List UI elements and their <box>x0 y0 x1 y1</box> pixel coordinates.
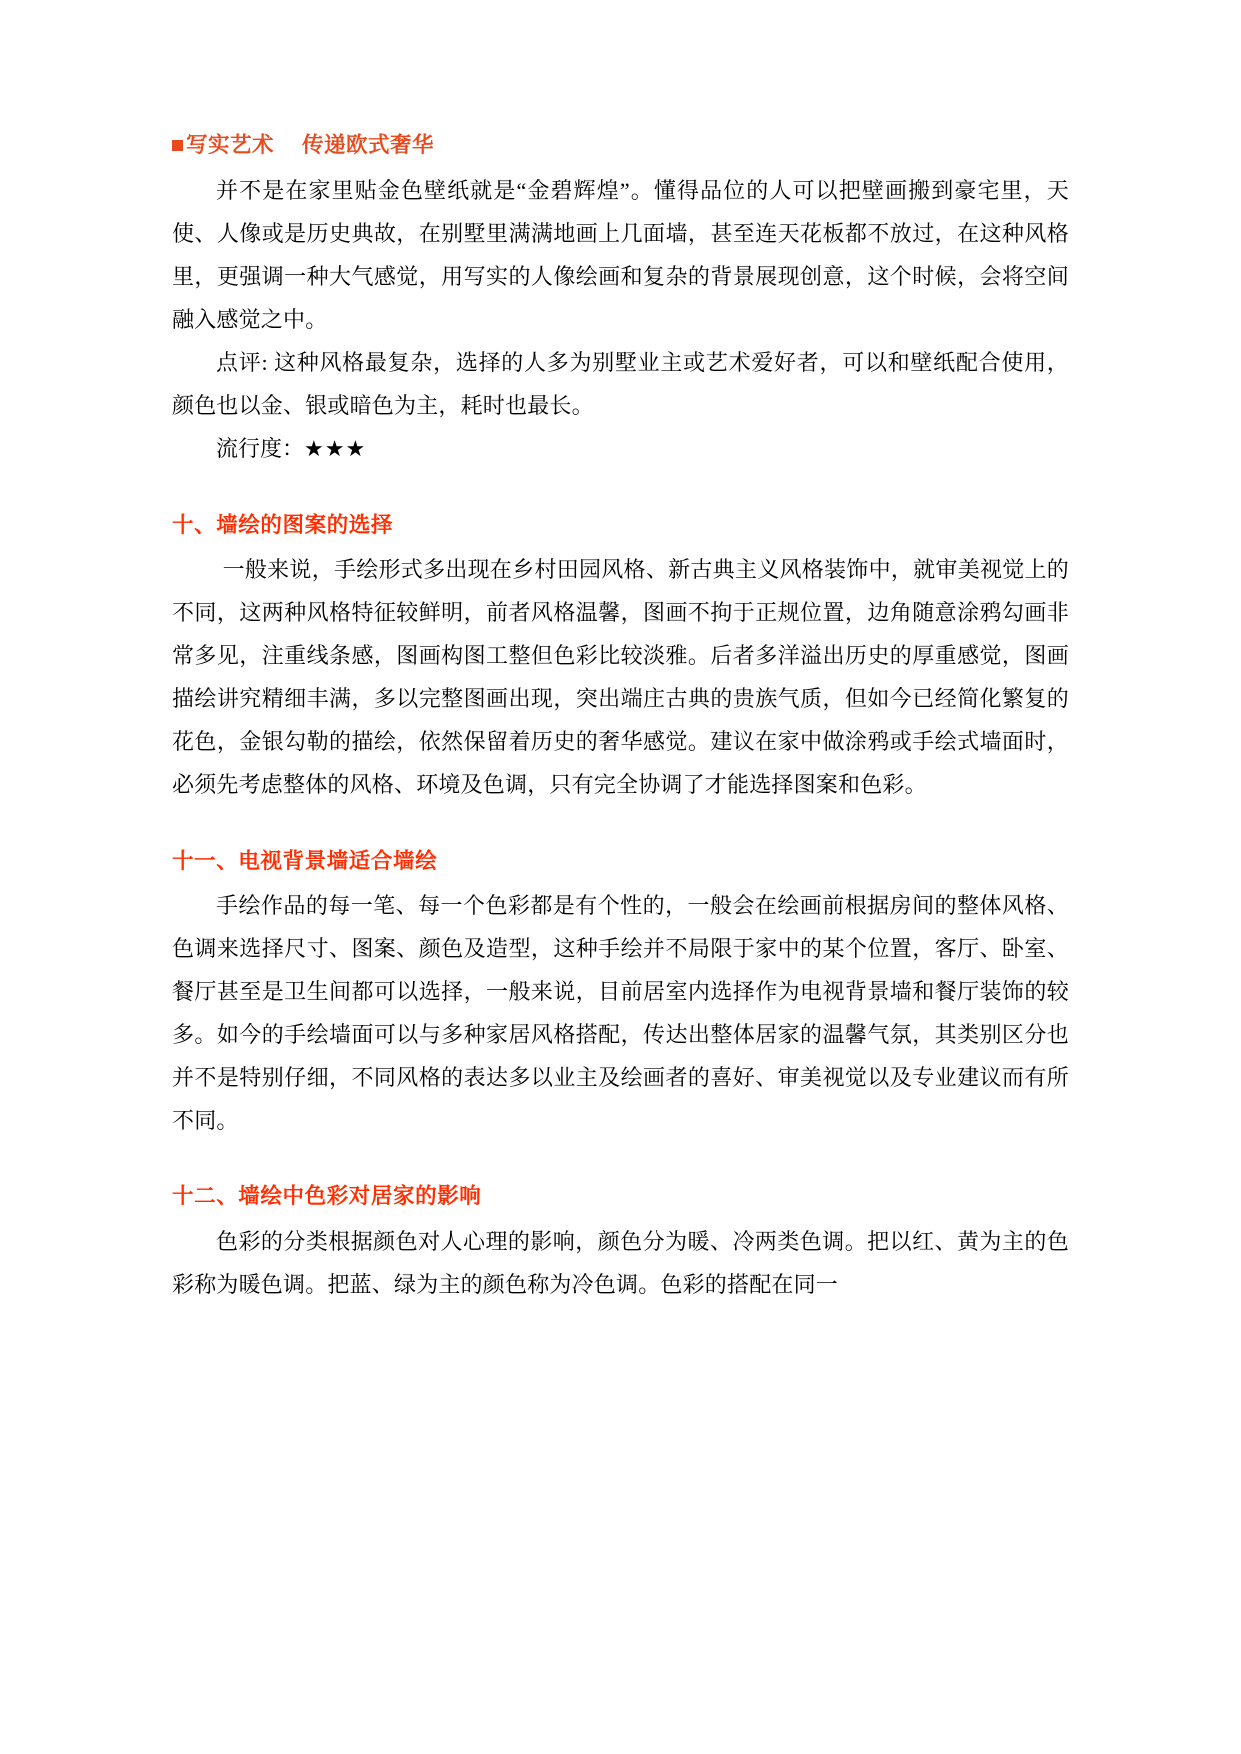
section-heading-12: 十二、墙绘中色彩对居家的影响 <box>172 1184 482 1209</box>
sub-heading-part1: 写实艺术 <box>186 133 275 157</box>
section-heading-10: 十、墙绘的图案的选择 <box>172 512 394 537</box>
section-heading-11: 十一、电视背景墙适合墙绘 <box>172 848 438 873</box>
popularity-stars: ★★★ <box>304 435 367 461</box>
section-paragraph-11: 手绘作品的每一笔、每一个色彩都是有个性的，一般会在绘画前根据房间的整体风格、色调来选择尺寸、图案、颜色及造型，这种手绘并不局限于家中的某个位置，客厅、卧室、餐厅甚至是卫生间都可以选择，一般来说，目前居室内选择作为电视背景墙和餐厅装饰的较多。如今的手绘墙面可以与多种家居风格搭配，传达出整体居家的温馨气氛，其类别区分也并不是特别仔细，不同风格的表达多以业主及绘画者的喜好、审美视觉以及专业建议而有所不同。 <box>172 893 1069 1133</box>
popularity-line <box>172 428 1069 471</box>
sub-heading-part2: 传递欧式奢华 <box>302 133 435 157</box>
popularity-label: 流行度： <box>216 435 305 461</box>
sub-heading <box>172 128 1069 162</box>
square-bullet-icon <box>172 140 183 151</box>
paragraph-1: 并不是在家里贴金色壁纸就是“金碧辉煌”。懂得品位的人可以把壁画搬到豪宅里，天使、人像或是历史典故，在别墅里满满地画上几面墙，甚至连天花板都不放过，在这种风格里，更强调一种大气感觉，用写实的人像绘画和复杂的背景展现创意，这个时候，会将空间融入感觉之中。 <box>172 178 1069 333</box>
section-paragraph-10: 一般来说，手绘形式多出现在乡村田园风格、新古典主义风格装饰中，就审美视觉上的不同，这两种风格特征较鲜明，前者风格温馨，图画不拘于正规位置，边角随意涂鸦勾画非常多见，注重线条感，图画构图工整但色彩比较淡雅。后者多洋溢出历史的厚重感觉，图画描绘讲究精细丰满，多以完整图画出现，突出端庄古典的贵族气质，但如今已经简化繁复的花色，金银勾勒的描绘，依然保留着历史的奢华感觉。建议在家中做涂鸦或手绘式墙面时，必须先考虑整体的风格、环境及色调，只有完全协调了才能选择图案和色彩。 <box>172 557 1069 797</box>
paragraph-2: 点评: 这种风格最复杂，选择的人多为别墅业主或艺术爱好者，可以和壁纸配合使用，颜色也以金、银或暗色为主，耗时也最长。 <box>172 349 1069 418</box>
section-paragraph-12: 色彩的分类根据颜色对人心理的影响，颜色分为暖、冷两类色调。把以红、黄为主的色彩称为暖色调。把蓝、绿为主的颜色称为冷色调。色彩的搭配在同一 <box>172 1228 1069 1297</box>
